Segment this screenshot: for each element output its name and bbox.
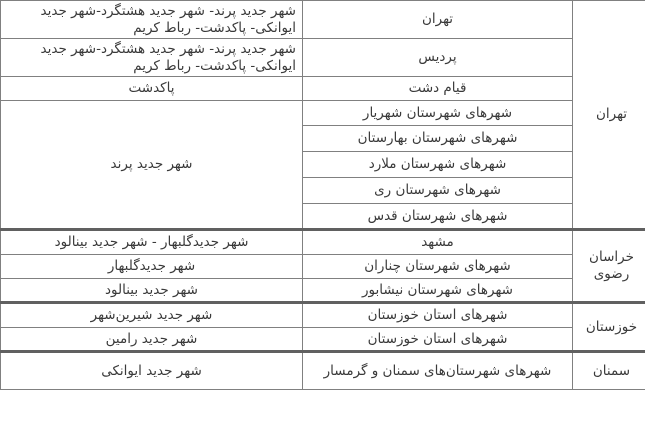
city-cell: شهرهای شهرستان قدس — [303, 204, 573, 230]
table-row — [1, 303, 645, 328]
table-row — [1, 39, 645, 77]
new-city-cell: شهر جدید شیرین‌شهر — [1, 303, 303, 328]
city-cell: تهران — [303, 1, 573, 39]
city-cell: شهرهای استان خوزستان — [303, 328, 573, 352]
city-cell: شهرهای شهرستان بهارستان — [303, 126, 573, 152]
table-row — [1, 77, 645, 101]
new-city-cell: شهر جدیدگلبهار - شهر جدید بینالود — [1, 230, 303, 255]
city-cell: پردیس — [303, 39, 573, 77]
table-row — [1, 352, 645, 390]
city-cell: شهرهای شهرستان شهریار — [303, 101, 573, 126]
new-city-cell: شهر جدیدگلبهار — [1, 255, 303, 279]
city-cell: قیام دشت — [303, 77, 573, 101]
new-city-cell: شهر جدید بینالود — [1, 279, 303, 303]
province-cell: تهران — [573, 1, 645, 230]
table-row — [1, 255, 645, 279]
table-row — [1, 230, 645, 255]
city-cell: شهرهای شهرستان چناران — [303, 255, 573, 279]
new-city-cell: شهر جدید پرند — [1, 101, 303, 230]
city-cell: شهرهای استان خوزستان — [303, 303, 573, 328]
new-city-cell: شهر جدید پرند- شهر جدید هشتگرد-شهر جدید ایوانکی- پاکدشت- رباط کریم — [1, 1, 303, 39]
new-city-cell: پاکدشت — [1, 77, 303, 101]
city-cell: شهرهای شهرستان ملارد — [303, 152, 573, 178]
table-row — [1, 101, 645, 126]
city-cell: شهرهای شهرستان‌های سمنان و گرمسار — [303, 352, 573, 390]
city-cell: شهرهای شهرستان نیشابور — [303, 279, 573, 303]
new-city-cell: شهر جدید ایوانکی — [1, 352, 303, 390]
city-cell: مشهد — [303, 230, 573, 255]
province-cell: سمنان — [573, 352, 645, 390]
new-city-cell: شهر جدید پرند- شهر جدید هشتگرد-شهر جدید ایوانکی- پاکدشت- رباط کریم — [1, 39, 303, 77]
city-cell: شهرهای شهرستان ری — [303, 178, 573, 204]
province-cell: خوزستان — [573, 303, 645, 352]
table-row — [1, 1, 645, 39]
province-cell: خراسان رضوی — [573, 230, 645, 303]
new-city-cell: شهر جدید رامین — [1, 328, 303, 352]
table-row — [1, 279, 645, 303]
table-row — [1, 328, 645, 352]
